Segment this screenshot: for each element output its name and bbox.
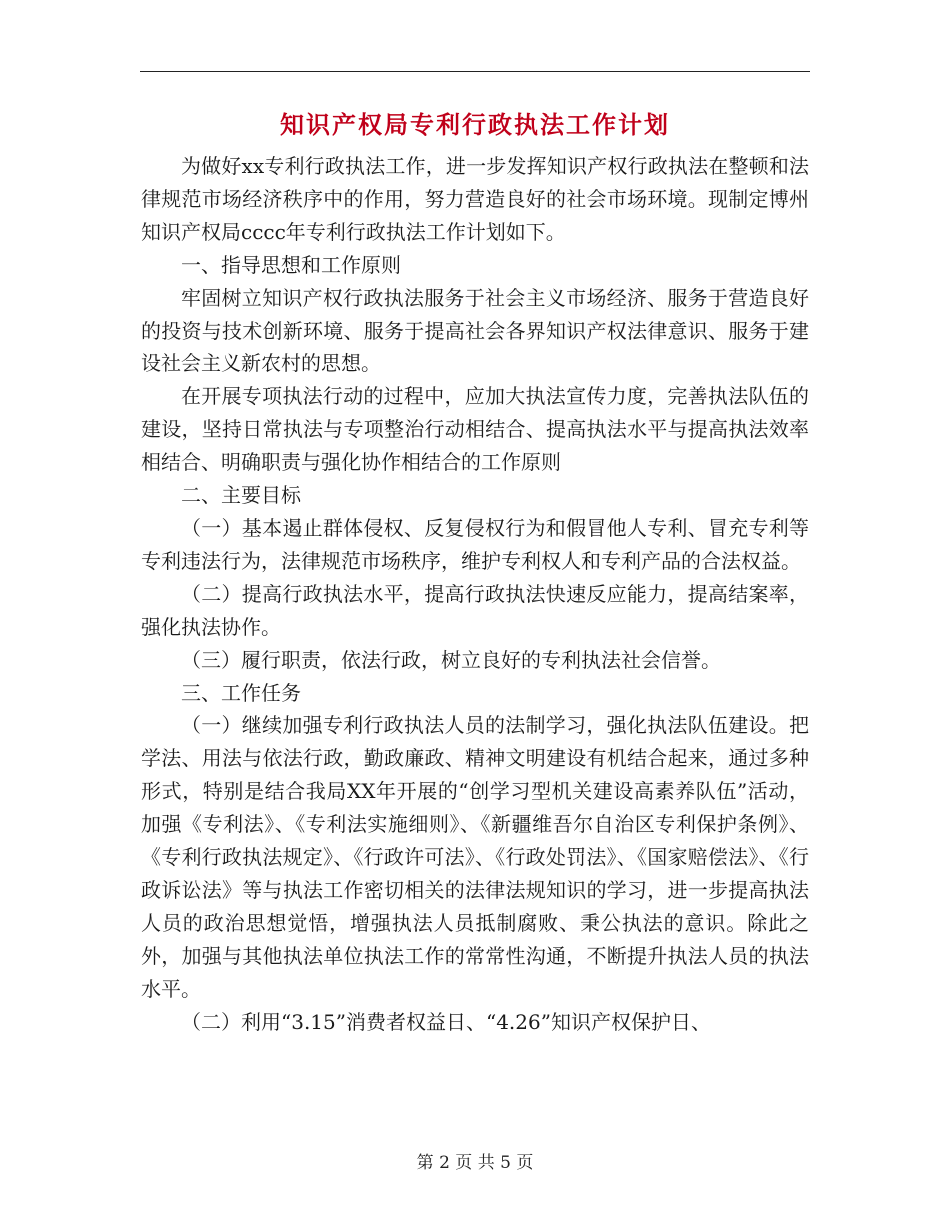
page-number-label: 第 2 页 共 5 页 [416, 1153, 534, 1173]
paragraph: （三）履行职责，依法行政，树立良好的专利执法社会信誉。 [181, 647, 721, 672]
paragraph: （一）基本遏止群体侵权、反复侵权行为和假冒他人专利、冒充专利等专利违法行为，法律规范市场秩序，维护专利权人和专利产品的合法权益。 [141, 515, 809, 573]
paragraph: 在开展专项执法行动的过程中，应加大执法宣传力度，完善执法队伍的建设，坚持日常执法与专项整治行动相结合、提高执法水平与提高执法效率相结合、明确职责与强化协作相结合的工作原则 [141, 384, 809, 475]
paragraph-intro: 为做好xx专利行政执法工作，进一步发挥知识产权行政执法在整顿和法律规范市场经济秩序中的作用，努力营造良好的社会市场环境。现制定博州知识产权局cccc年专利行政执法工作计划如下。 [141, 154, 809, 244]
section-heading-3: 三、工作任务 [181, 680, 301, 705]
header-rule [140, 71, 810, 72]
paragraph: （二）利用“3.15”消费者权益日、“4.26”知识产权保护日、 [181, 1009, 711, 1034]
section-heading-1: 一、指导思想和工作原则 [181, 252, 401, 277]
document-body [141, 150, 809, 1038]
page-number [0, 1151, 950, 1175]
paragraph: 牢固树立知识产权行政执法服务于社会主义市场经济、服务于营造良好的投资与技术创新环境、服务于提高社会各界知识产权法律意识、服务于建设社会主义新农村的思想。 [141, 285, 809, 376]
document-title: 知识产权局专利行政执法工作计划 [280, 110, 670, 139]
section-heading-2: 二、主要目标 [181, 483, 301, 508]
paragraph: （一）继续加强专利行政执法人员的法制学习，强化执法队伍建设。把学法、用法与依法行政，勤政廉政、精神文明建设有机结合起来，通过多种形式，特别是结合我局XX年开展的“创学习型机关建设高素养队伍”活动，加强《专利法》、《专利法实施细则》、《新疆维吾尔自治区专利保护条例》、《专利行政执法规定》、《行政许可法》、《行政处罚法》、《国家赔偿法》、《行政诉讼法》等与执法工作密切相关的法律法规知识的学习，进一步提高执法人员的政治思想觉悟，增强执法人员抵制腐败、秉公执法的意识。除此之外，加强与其他执法单位执法工作的常常性沟通，不断提升执法人员的执法水平。 [141, 713, 809, 1001]
paragraph: （二）提高行政执法水平，提高行政执法快速反应能力，提高结案率，强化执法协作。 [141, 581, 809, 639]
